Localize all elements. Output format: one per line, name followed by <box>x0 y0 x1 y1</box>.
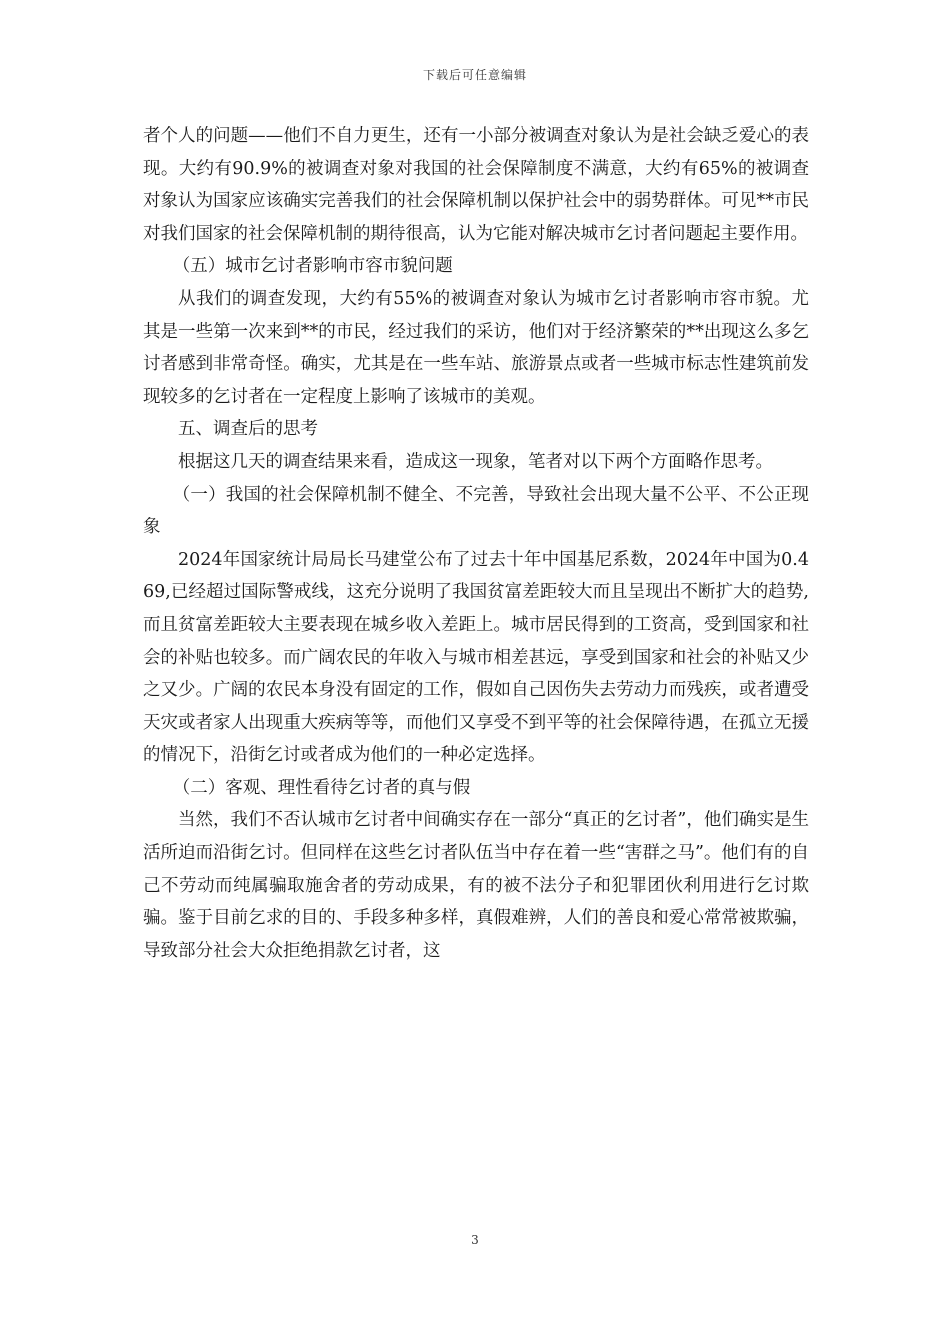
document-body <box>143 120 809 967</box>
subsection-heading-2: （二）客观、理性看待乞讨者的真与假 <box>172 777 471 798</box>
paragraph-5: 当然，我们不否认城市乞讨者中间确实存在一部分“真正的乞讨者”，他们确实是生活所迫而沿街乞讨。但同样在这些乞讨者队伍当中存在着一些“害群之马”。他们有的自己不劳动而纯属骗取施舍者的劳动成果，有的被不法分子和犯罪团伙利用进行乞讨欺骗。鉴于目前乞求的目的、手段多种多样，真假难辨，人们的善良和爱心常常被欺骗，导致部分社会大众拒绝捐款乞讨者，这 <box>143 810 809 961</box>
subsection-heading-1: （一）我国的社会保障机制不健全、不完善，导致社会出现大量不公平、不公正现象 <box>143 484 809 538</box>
paragraph-3: 根据这几天的调查结果来看，造成这一现象，笔者对以下两个方面略作思考。 <box>178 451 773 472</box>
page-header: 下载后可任意编辑 <box>422 68 527 82</box>
paragraph-2: 从我们的调查发现，大约有55%的被调查对象认为城市乞讨者影响市容市貌。尤其是一些第一次来到**的市民，经过我们的采访，他们对于经济繁荣的**出现这么多乞讨者感到非常奇怪。确实，尤其是在一些车站、旅游景点或者一些城市标志性建筑前发现较多的乞讨者在一定程度上影响了该城市的美观。 <box>143 288 809 407</box>
section-heading-post-survey: 五、调查后的思考 <box>178 419 318 440</box>
page-number: 3 <box>471 1233 479 1247</box>
paragraph-1: 者个人的问题——他们不自力更生，还有一小部分被调查对象认为是社会缺乏爱心的表现。大约有90.9%的被调查对象对我国的社会保障制度不满意，大约有65%的被调查对象认为国家应该确实完善我们的社会保障机制以保护社会中的弱势群体。可见**市民对我们国家的社会保障机制的期待很高，认为它能对解决城市乞讨者问题起主要作用。 <box>143 126 809 244</box>
section-heading-5: （五）城市乞讨者影响市容市貌问题 <box>172 256 453 277</box>
paragraph-4: 2024年国家统计局局长马建堂公布了过去十年中国基尼系数，2024年中国为0.469,已经超过国际警戒线，这充分说明了我国贫富差距较大而且呈现出不断扩大的趋势,而且贫富差距较大主要表现在城乡收入差距上。城市居民得到的工资高，受到国家和社会的补贴也较多。而广阔农民的年收入与城市相差甚远，享受到国家和社会的补贴又少之又少。广阔的农民本身没有固定的工作，假如自己因伤失去劳动力而残疾，或者遭受天灾或者家人出现重大疾病等等，而他们又享受不到平等的社会保障待遇，在孤立无援的情况下，沿街乞讨或者成为他们的一种必定选择。 <box>143 549 809 766</box>
